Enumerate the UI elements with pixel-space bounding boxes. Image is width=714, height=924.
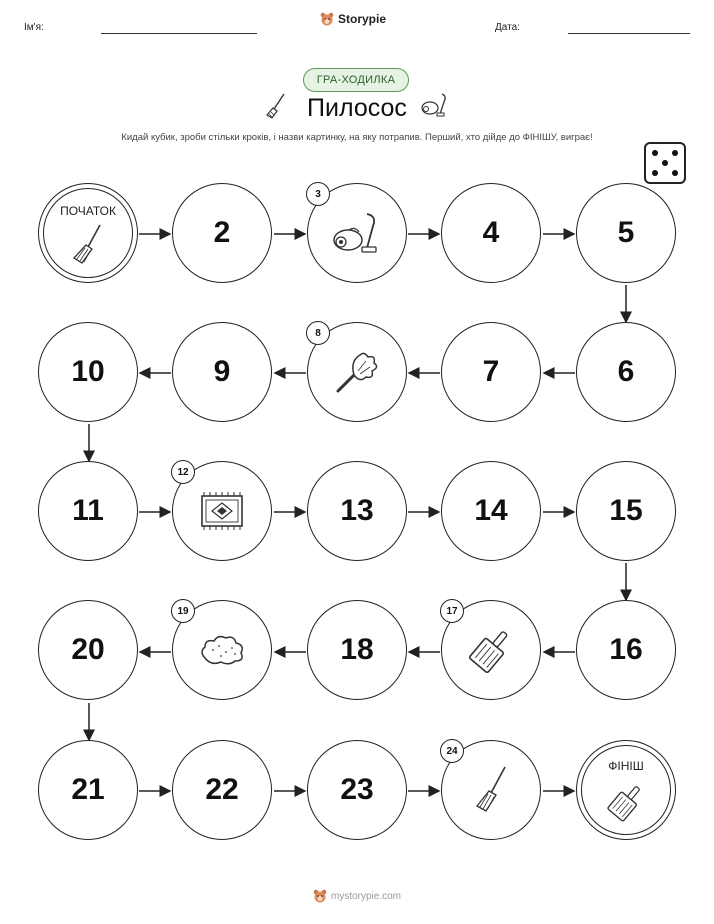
cell-number-badge: 17 [440,599,464,623]
date-label: Дата: [495,22,520,33]
board-cell-4[interactable] [441,183,541,283]
broom-icon [469,765,513,815]
cell-number: 4 [482,216,500,249]
board-cell-21[interactable] [38,740,138,840]
board-cell-14[interactable] [441,461,541,561]
footer-website[interactable]: mystorypie.com [330,890,401,902]
footer [0,889,714,903]
board-cell-10[interactable] [38,322,138,422]
board-cell-22[interactable] [172,740,272,840]
board-cell-finish[interactable] [576,740,676,840]
cell-number-badge: 12 [171,460,195,484]
name-label: Ім'я: [24,22,44,33]
cell-number: 16 [609,633,643,666]
cell-number: 15 [609,494,643,527]
cell-number: 21 [71,773,105,806]
board-cell-17[interactable] [441,600,541,700]
board-cell-16[interactable] [576,600,676,700]
board-cell-15[interactable] [576,461,676,561]
game-type-tag: ГРА-ХОДИЛКА [303,68,409,92]
cell-number: 9 [213,355,231,388]
cell-number: 18 [340,633,374,666]
board-cell-7[interactable] [441,322,541,422]
board-cell-start[interactable] [38,183,138,283]
dust-cloud-icon [197,632,247,668]
board-cell-6[interactable] [576,322,676,422]
instructions-text: Кидай кубик, зроби стільки кроків, і назви картинку, на яку потрапив. Перший, хто дійде до ФІНІШУ, виграє! [121,132,593,143]
cell-number-badge: 8 [306,321,330,345]
board-cell-19[interactable] [172,600,272,700]
board-cell-12[interactable] [172,461,272,561]
board-cell-5[interactable] [576,183,676,283]
board-cell-23[interactable] [307,740,407,840]
vacuum-cleaner-icon [329,208,385,258]
feather-duster-icon [332,347,382,397]
cell-number-badge: 3 [306,182,330,206]
cell-number: 2 [213,216,231,249]
board-cell-3[interactable] [307,183,407,283]
cell-number: 10 [71,355,105,388]
start-label: ПОЧАТОК [60,204,116,218]
dustpan-icon [465,624,517,676]
cell-number-badge: 24 [440,739,464,763]
broom-icon [68,223,108,267]
board-cell-11[interactable] [38,461,138,561]
cell-number: 20 [71,633,105,666]
cell-number: 6 [617,355,635,388]
finish-label: ФІНІШ [608,759,644,773]
cell-number: 11 [72,494,104,527]
board-cell-18[interactable] [307,600,407,700]
cell-number: 22 [205,773,239,806]
cell-number: 5 [617,216,635,249]
brand-name: Storypie [338,12,387,26]
rug-icon [194,490,250,532]
board-cell-2[interactable] [172,183,272,283]
cell-number: 7 [482,355,500,388]
dustpan-icon [604,780,648,824]
cell-number: 14 [474,494,508,527]
cell-number-badge: 19 [171,599,195,623]
board-cell-8[interactable] [307,322,407,422]
cell-number: 13 [340,494,374,527]
board-cell-24[interactable] [441,740,541,840]
board-cell-9[interactable] [172,322,272,422]
board-cell-20[interactable] [38,600,138,700]
cell-number: 23 [340,773,374,806]
page-title: Пилосос [307,94,407,122]
board-cell-13[interactable] [307,461,407,561]
bear-icon [313,889,327,903]
